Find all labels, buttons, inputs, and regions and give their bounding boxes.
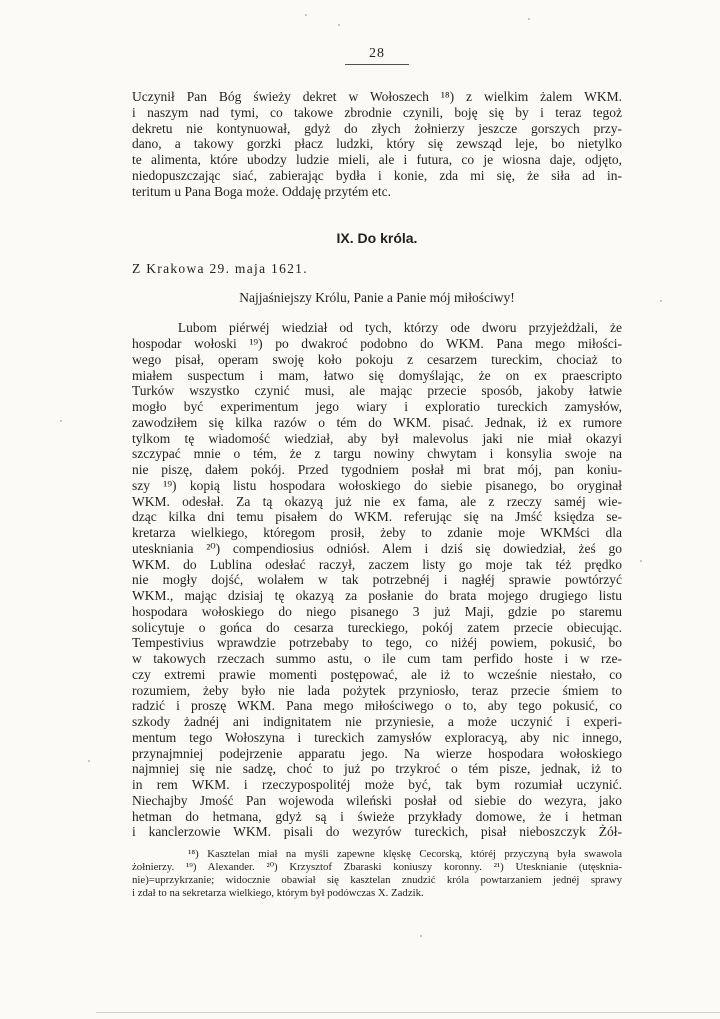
scan-speckle bbox=[60, 420, 62, 422]
text-line: dekretu nie kontynuował, gdyż do złych żołnierzy jeszcze gorszych przy- bbox=[132, 120, 622, 136]
text-line: nie piszę, dałem pokój. Przed tygodniem posłał mi brat mój, pan koniu- bbox=[132, 462, 622, 477]
text-line: mogło być experimentum jego wiary i exploratio tureckich zamysłów, bbox=[132, 399, 622, 414]
scan-speckle bbox=[420, 935, 422, 937]
text-line: WKM. do Lublina odesłać raczył, zaczem listy go moje tak téż prędko bbox=[132, 556, 622, 572]
intro-paragraph bbox=[132, 89, 622, 199]
text-line: Lubom piérwéj wiedział od tych, którzy ode dworu przyjeżdżali, że bbox=[177, 320, 622, 336]
text-line: miałem suspectum i mam, łatwo się domyślając, że on ex praescripto bbox=[132, 367, 622, 383]
text-line: niedopuszczając siać, zabierając bydła i konie, zda mi się, że siła ad in- bbox=[132, 167, 622, 183]
text-line: nie)=uprzykrzanie; widocznie obawiał się kasztelan znudzić króla powtarzaniem jednéj sprawy bbox=[132, 873, 622, 886]
dateline: Z Krakowa 29. maja 1621. bbox=[132, 261, 308, 277]
salutation: Najjaśniejszy Królu, Panie a Panie mój miłościwy! bbox=[239, 290, 515, 306]
text-line: żołnierzy. ¹⁹) Alexander. ²⁰) Krzysztof Zbaraski koniuszy koronny. ²¹) Utesknianie (utęsknia- bbox=[132, 860, 622, 873]
footnotes-block bbox=[132, 848, 622, 900]
text-line: WKM., mając dzisiaj tę okazyą za posłanie do brata mojego drugiego listu bbox=[132, 588, 622, 603]
text-line: hetman do hetmana, gdyż są i świeże przykłady domowe, że i hetman bbox=[132, 808, 622, 824]
text-line: nie mogły dojść, wolałem w tak potrzebnéj i nagłéj sprawie powtórzyć bbox=[132, 572, 622, 588]
scan-edge-line bbox=[96, 1012, 720, 1013]
text-line: i kanclerzowie WKM. pisali do wezyrów tureckich, pisał nieboszczyk Żół- bbox=[132, 824, 622, 840]
scan-speckle bbox=[528, 18, 530, 20]
text-line: szczypać mnie o tém, że z targu nowiny chwytam i konsylia swoje na bbox=[132, 446, 622, 462]
page-header bbox=[132, 44, 622, 65]
text-line: mentum tego Wołoszyna i tureckich zamysłów exploracyą, aby nic innego, bbox=[132, 729, 622, 745]
text-line: Niechajby Jmość Pan wojewoda wileński posłał od siebie do wezyra, jako bbox=[132, 792, 622, 808]
text-line: szkody żadnéj ani indignitatem nie przyniesie, a może uczynić i experi- bbox=[132, 714, 622, 729]
text-line: Uczynił Pan Bóg świeży dekret w Wołoszech ¹⁸) z wielkim żalem WKM. bbox=[132, 89, 622, 104]
text-column bbox=[132, 0, 622, 900]
scan-speckle bbox=[88, 760, 90, 762]
scan-speckle bbox=[338, 24, 340, 26]
text-line: in rem WKM. i rzeczypospolitéj może być, tak bym rozumiał uczynić. bbox=[132, 777, 622, 792]
text-line: szy ¹⁹) kopią listu hospodara wołoskiego do siebie pisanego, bo oryginał bbox=[132, 477, 622, 493]
text-line: kretarza wielkiego, któregom prosił, żeby to zdanie moje WKMści dla bbox=[132, 525, 622, 540]
text-line: i naszym nad tymi, co takowe zbrodnie czynili, boję się by i teraz tegoż bbox=[132, 104, 622, 120]
text-line: WKM. odesłał. Za tą okazyą już nie ex fama, ale z rzeczy saméj wie- bbox=[132, 493, 622, 509]
letter-body bbox=[132, 320, 622, 840]
text-line: najmniej się nie sadzę, choć to już po trzykroć o tém pisze, jednak, iż to bbox=[132, 761, 622, 777]
text-line: radzić i proszę WKM. Pana mego miłościwego o to, aby tego pokusić, co bbox=[132, 698, 622, 714]
scan-speckle bbox=[660, 300, 662, 302]
text-line: przynajmniej podejrzenie apparatu jego. Na wierze hospodara wołoskiego bbox=[132, 745, 622, 761]
text-line: czy extremi prawie momenti postępować, ale iż to wcześnie niestało, co bbox=[132, 666, 622, 682]
text-line: i zdał to na sekretarza wielkiego, którym był podówczas X. Zadzik. bbox=[132, 886, 424, 899]
section-heading: IX. Do króla. bbox=[336, 230, 418, 247]
text-line: te alimenta, które ubodzy ludzie mieli, ale i futura, co je wiosna daje, odjęto, bbox=[132, 152, 622, 167]
text-line: solicytuje o gońca do cesarza tureckiego, pokój zatem przecie obiecując. bbox=[132, 619, 622, 635]
text-line: Turków wszystko czynić musi, ale mając przecie sposób, jakoby łatwie bbox=[132, 383, 622, 399]
text-line: zawodziłem się kilka razów o tém do WKM. pisać. Jednak, iż ex rumore bbox=[132, 414, 622, 430]
text-line: rozumiem, żeby było nie lada pożytek przyniosło, teraz przecie śmiem to bbox=[132, 682, 622, 698]
text-line: Tempestivius wprawdzie potrzebaby to tego, co niżéj powiem, pokusić, bo bbox=[132, 635, 622, 651]
text-line: hospodar wołoski ¹⁹) po dwakroć podobno do WKM. Pana mego miłości- bbox=[132, 336, 622, 351]
text-line: tylkom tę wiadomość wiedział, aby był malevolus jaki nie miał okazyi bbox=[132, 430, 622, 446]
scan-speckle bbox=[305, 14, 307, 16]
text-line: ¹⁸) Kasztelan miał na myśli zapewne klęskę Cecorską, któréj przyczyną była swawola bbox=[188, 848, 622, 860]
text-line: uteskniania ²⁰) compendiosius odniósł. Alem i dziś się dowiedział, żeś go bbox=[132, 540, 622, 556]
text-line: dząc kilka dni temu pisałem do WKM. referując się na Jmść księdza se- bbox=[132, 509, 622, 525]
page-number: 28 bbox=[345, 46, 409, 65]
text-line: w takowych rzeczach summo astu, o ile cum tam perfido hoste i w rze- bbox=[132, 651, 622, 666]
text-line: wego pisał, operam swoję koło pokoju z cesarzem tureckim, chociaż to bbox=[132, 351, 622, 367]
scan-speckle bbox=[640, 560, 642, 562]
text-line: dano, a takowy gorzki płacz ludzki, który się zewsząd leje, bo nietylko bbox=[132, 136, 622, 152]
text-line: teritum u Pana Boga może. Oddaję przytém etc. bbox=[132, 183, 392, 199]
text-line: hospodara wołoskiego do niego pisanego 3 już Maji, gdzie po staremu bbox=[132, 603, 622, 619]
